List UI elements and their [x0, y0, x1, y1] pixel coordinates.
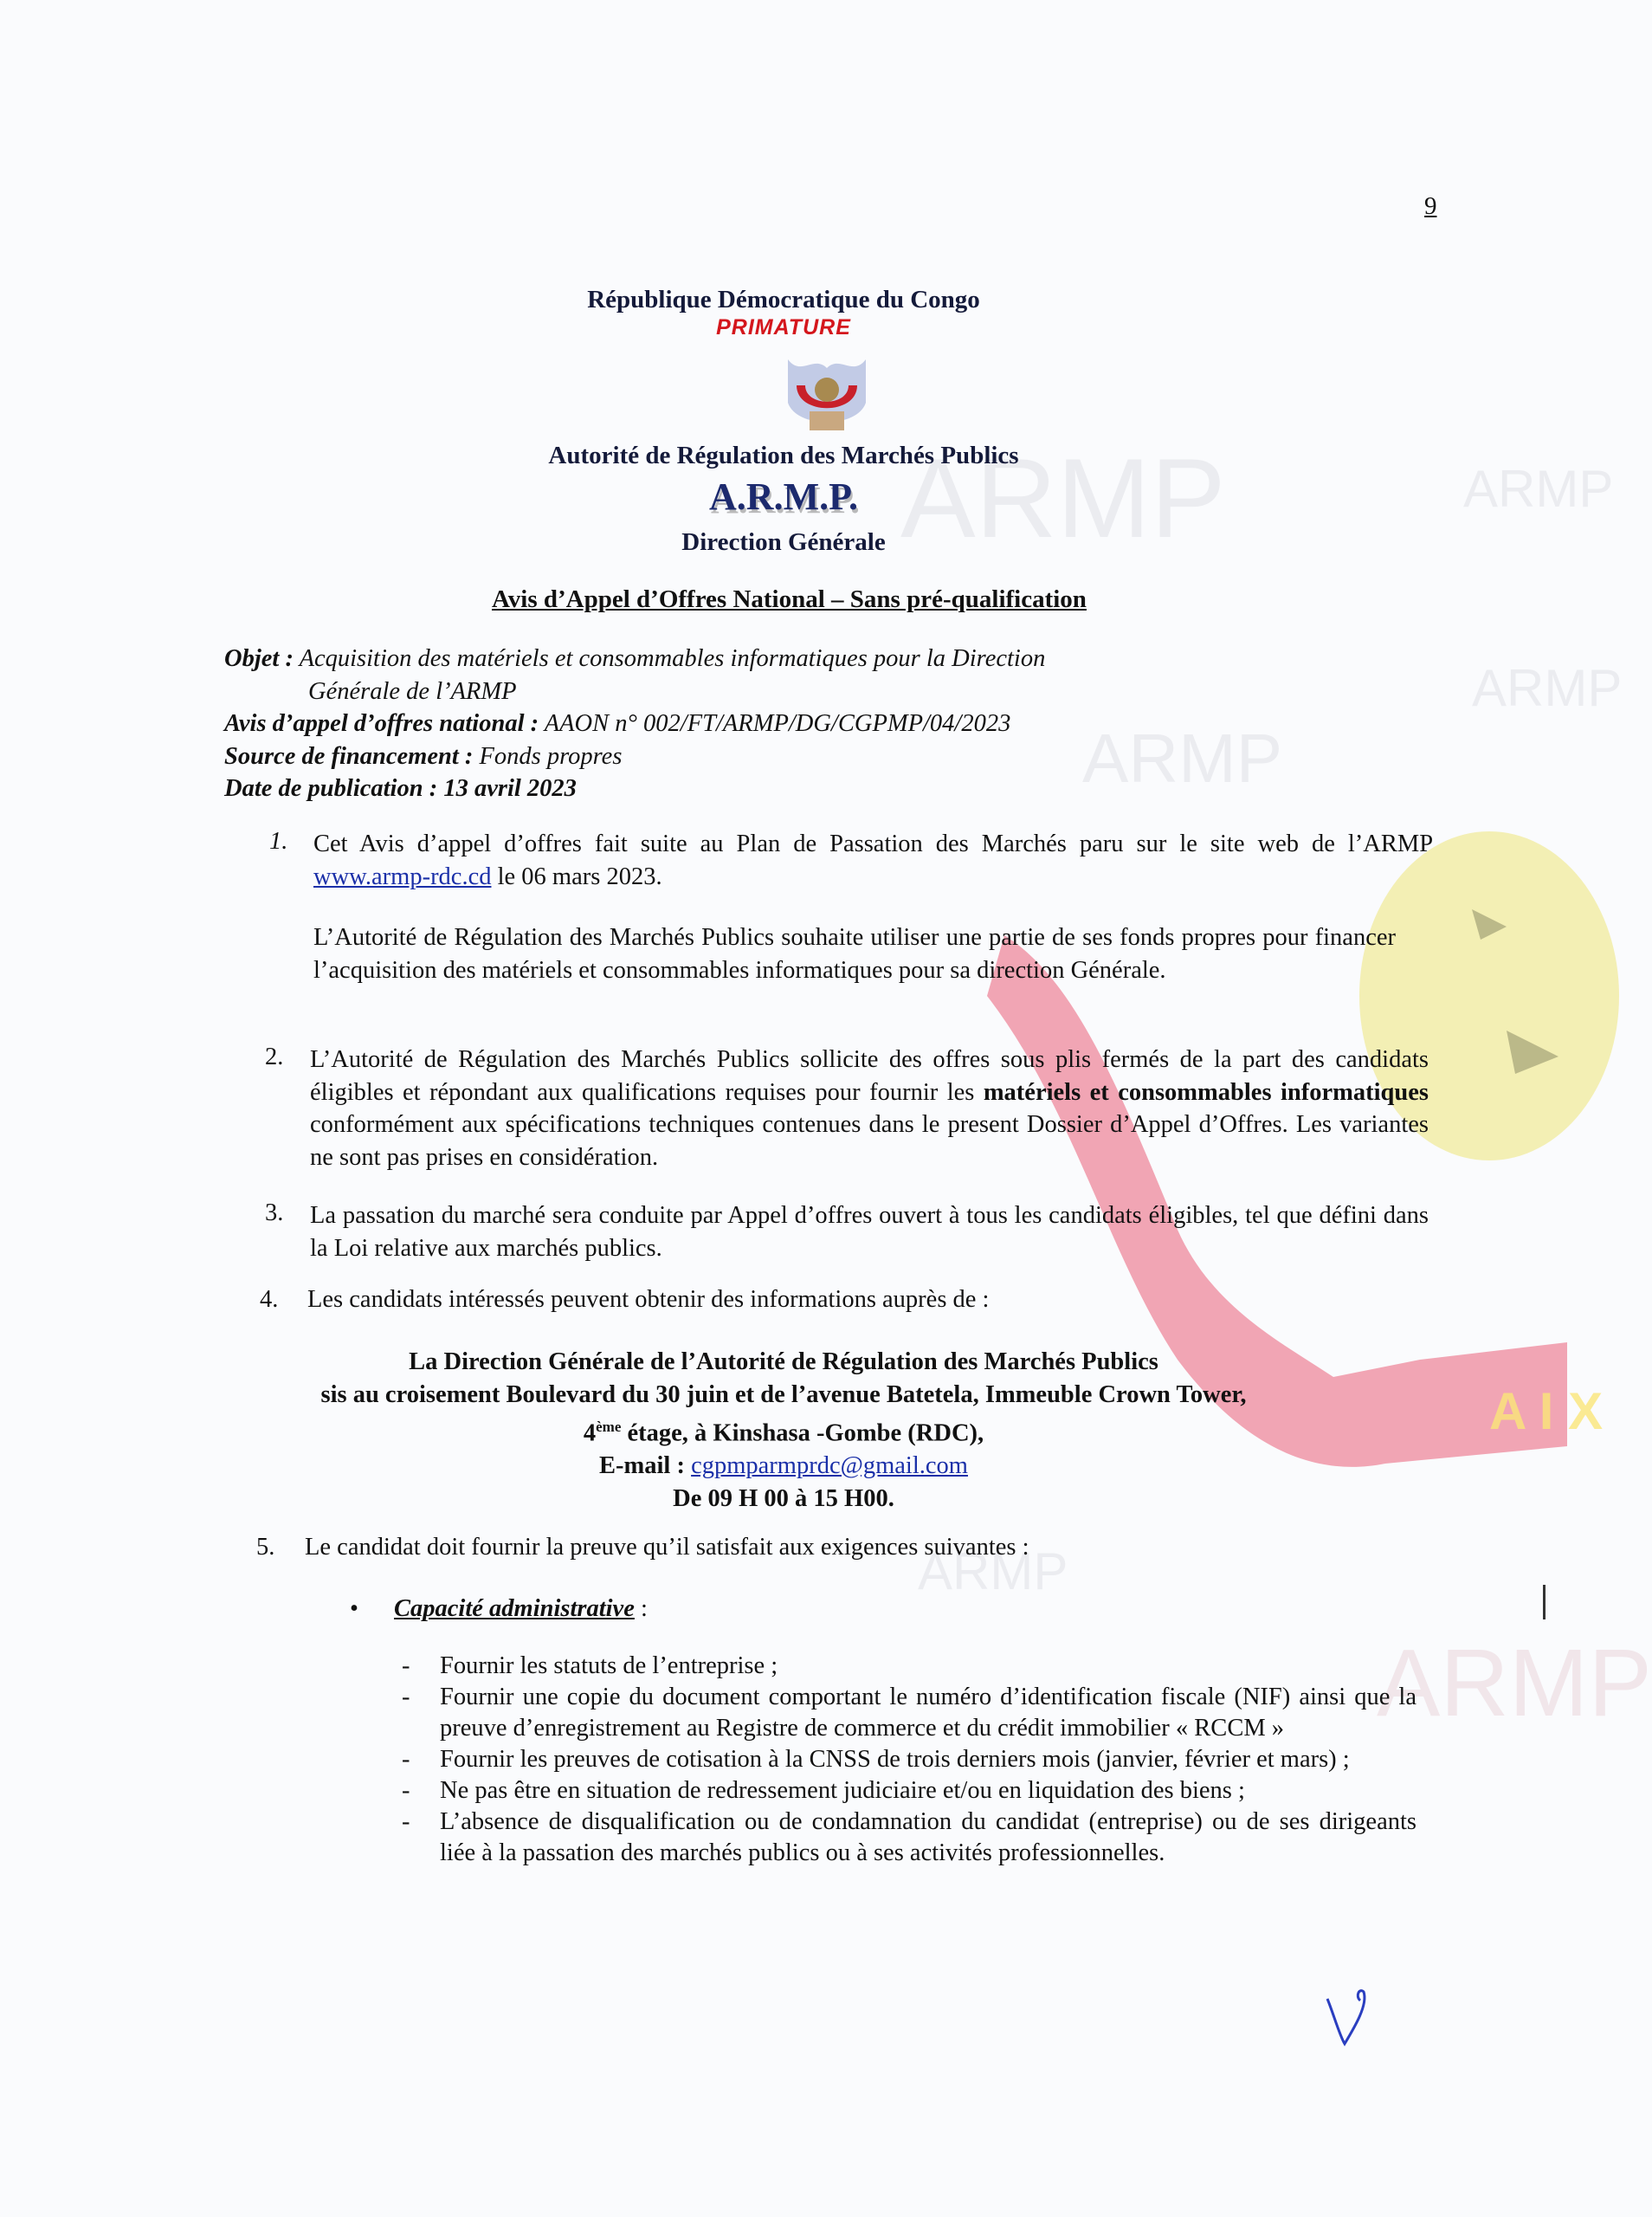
document-title: Avis d’Appel d’Offres National – Sans pré-qualification [492, 585, 1087, 613]
capacite-list-item [402, 1807, 1416, 1869]
watermark-text: ARMP [918, 1542, 1068, 1600]
capacite-heading [394, 1595, 648, 1623]
email-label: E-mail : [599, 1452, 692, 1479]
capacite-colon: : [634, 1595, 648, 1622]
item-2-text-b: conformément aux spécifications techniques contenues dans le present Dossier d’Appel d’Offres. Les variantes ne sont pas prises en considération. [310, 1111, 1429, 1171]
list-item-text: Ne pas être en situation de redressement judiciaire et/ou en liquidation des biens ; [440, 1777, 1245, 1804]
stamp-text: A I X [1489, 1382, 1604, 1440]
dash-marker: - [402, 1684, 410, 1710]
item-2-text-a: L’Autorité de Régulation des Marchés Publics sollicite des offres sous plis fermés de la part des candidats éligibles et répondant aux qualifications requises pour fournir les [310, 1046, 1429, 1106]
capacite-list [402, 1651, 1416, 1869]
item-3-text: La passation du marché sera conduite par Appel d’offres ouvert à tous les candidats éligibles, tel que défini dans la Loi relative aux marchés publics. [310, 1202, 1429, 1262]
list-item-text: L’absence de disqualification ou de condamnation du candidat (entreprise) ou de ses dirigeants liée à la passation des marchés publics ou à ses activités professionnelles. [440, 1808, 1416, 1866]
list-item-text: Fournir les statuts de l’entreprise ; [440, 1652, 778, 1679]
dash-marker: - [402, 1777, 410, 1804]
item-2-text [310, 1044, 1429, 1173]
authority-name: Autorité de Régulation des Marchés Publics [548, 442, 1019, 469]
item-4-text: Les candidats intéressés peuvent obtenir des informations auprès de : [307, 1286, 990, 1313]
capacite-list-item [402, 1775, 1416, 1807]
primature-label: PRIMATURE [716, 315, 851, 339]
objet-value: Acquisition des matériels et consommables informatiques pour la Direction [299, 645, 1046, 672]
list-item-text: Fournir une copie du document comportant le numéro d’identification fiscale (NIF) ainsi que la preuve d’enregistrement au Registre de commerce et du crédit immobilier « RCCM » [440, 1684, 1416, 1742]
watermark-text: ARMP [1377, 1630, 1652, 1736]
page-edge-mark [1543, 1585, 1546, 1619]
watermark-text: ARMP [900, 435, 1226, 561]
objet-label: Objet : [224, 645, 294, 672]
address-block [0, 1346, 1567, 1515]
item-1-text-a: Cet Avis d’appel d’offres fait suite au Plan de Passation des Marchés paru sur le site web de l’ARMP [313, 831, 1432, 857]
item-number: 1. [269, 828, 288, 855]
capacite-list-item [402, 1651, 1416, 1682]
date-label: Date de publication : [224, 775, 438, 802]
item-5-text: Le candidat doit fournir la preuve qu’il satisfait aux exigences suivantes : [305, 1534, 1029, 1561]
capacite-list-item [402, 1744, 1416, 1775]
office-hours: De 09 H 00 à 15 H00. [673, 1484, 894, 1512]
source-value: Fonds propres [479, 742, 623, 770]
armp-website-link[interactable]: www.armp-rdc.cd [313, 863, 492, 890]
capacite-list-item [402, 1682, 1416, 1744]
item-number: 5. [256, 1534, 275, 1561]
watermark-text: ARMP [1463, 460, 1614, 518]
objet-value-cont: Générale de l’ARMP [308, 677, 517, 705]
capacite-heading-text: Capacité administrative [394, 1595, 635, 1622]
floor-number: 4 [583, 1419, 597, 1447]
floor-rest: étage, à Kinshasa -Gombe (RDC), [621, 1419, 984, 1447]
floor-suffix: ème [596, 1419, 622, 1435]
source-label: Source de financement : [224, 742, 474, 770]
page-number: 9 [1424, 192, 1437, 220]
item-number: 3. [265, 1199, 284, 1226]
dash-marker: - [402, 1652, 410, 1679]
date-value: 13 avril 2023 [443, 775, 577, 802]
dash-marker: - [402, 1746, 410, 1773]
email-link[interactable]: cgpmparmprdc@gmail.com [691, 1452, 968, 1479]
item-1-text [313, 828, 1432, 893]
watermark-text: ARMP [1472, 659, 1623, 717]
item-number: 4. [260, 1286, 279, 1313]
item-1-paragraph-2: L’Autorité de Régulation des Marchés Publics souhaite utiliser une partie de ses fonds propres pour financer l’acquisition des matériels et consommables informatiques pour sa direction Générale. [313, 924, 1396, 984]
address-line-2: sis au croisement Boulevard du 30 juin et de l’avenue Batetela, Immeuble Crown Tower, [320, 1380, 1247, 1408]
handwritten-initials [1320, 1983, 1381, 2052]
item-number: 2. [265, 1044, 284, 1070]
coat-of-arms-logo [779, 351, 874, 437]
address-line-1: La Direction Générale de l’Autorité de Régulation des Marchés Publics [409, 1348, 1158, 1375]
item-2-bold: matériels et consommables informatiques [983, 1078, 1429, 1106]
address-email-line [0, 1450, 1567, 1483]
authority-acronym: A.R.M.P. [709, 475, 858, 518]
avis-value: AAON n° 002/FT/ARMP/DG/CGPMP/04/2023 [544, 710, 1011, 737]
meta-block [224, 643, 1229, 805]
avis-label: Avis d’appel d’offres national : [224, 710, 539, 737]
item-1-text-b: le 06 mars 2023. [491, 863, 662, 890]
country-name: République Démocratique du Congo [587, 286, 980, 313]
dash-marker: - [402, 1808, 410, 1835]
direction-label: Direction Générale [681, 528, 886, 556]
bullet: • [350, 1595, 358, 1622]
watermark-text: ARMP [1082, 720, 1283, 797]
list-item-text: Fournir les preuves de cotisation à la CNSS de trois derniers mois (janvier, février et mars) ; [440, 1746, 1350, 1773]
address-line-3 [0, 1411, 1567, 1450]
